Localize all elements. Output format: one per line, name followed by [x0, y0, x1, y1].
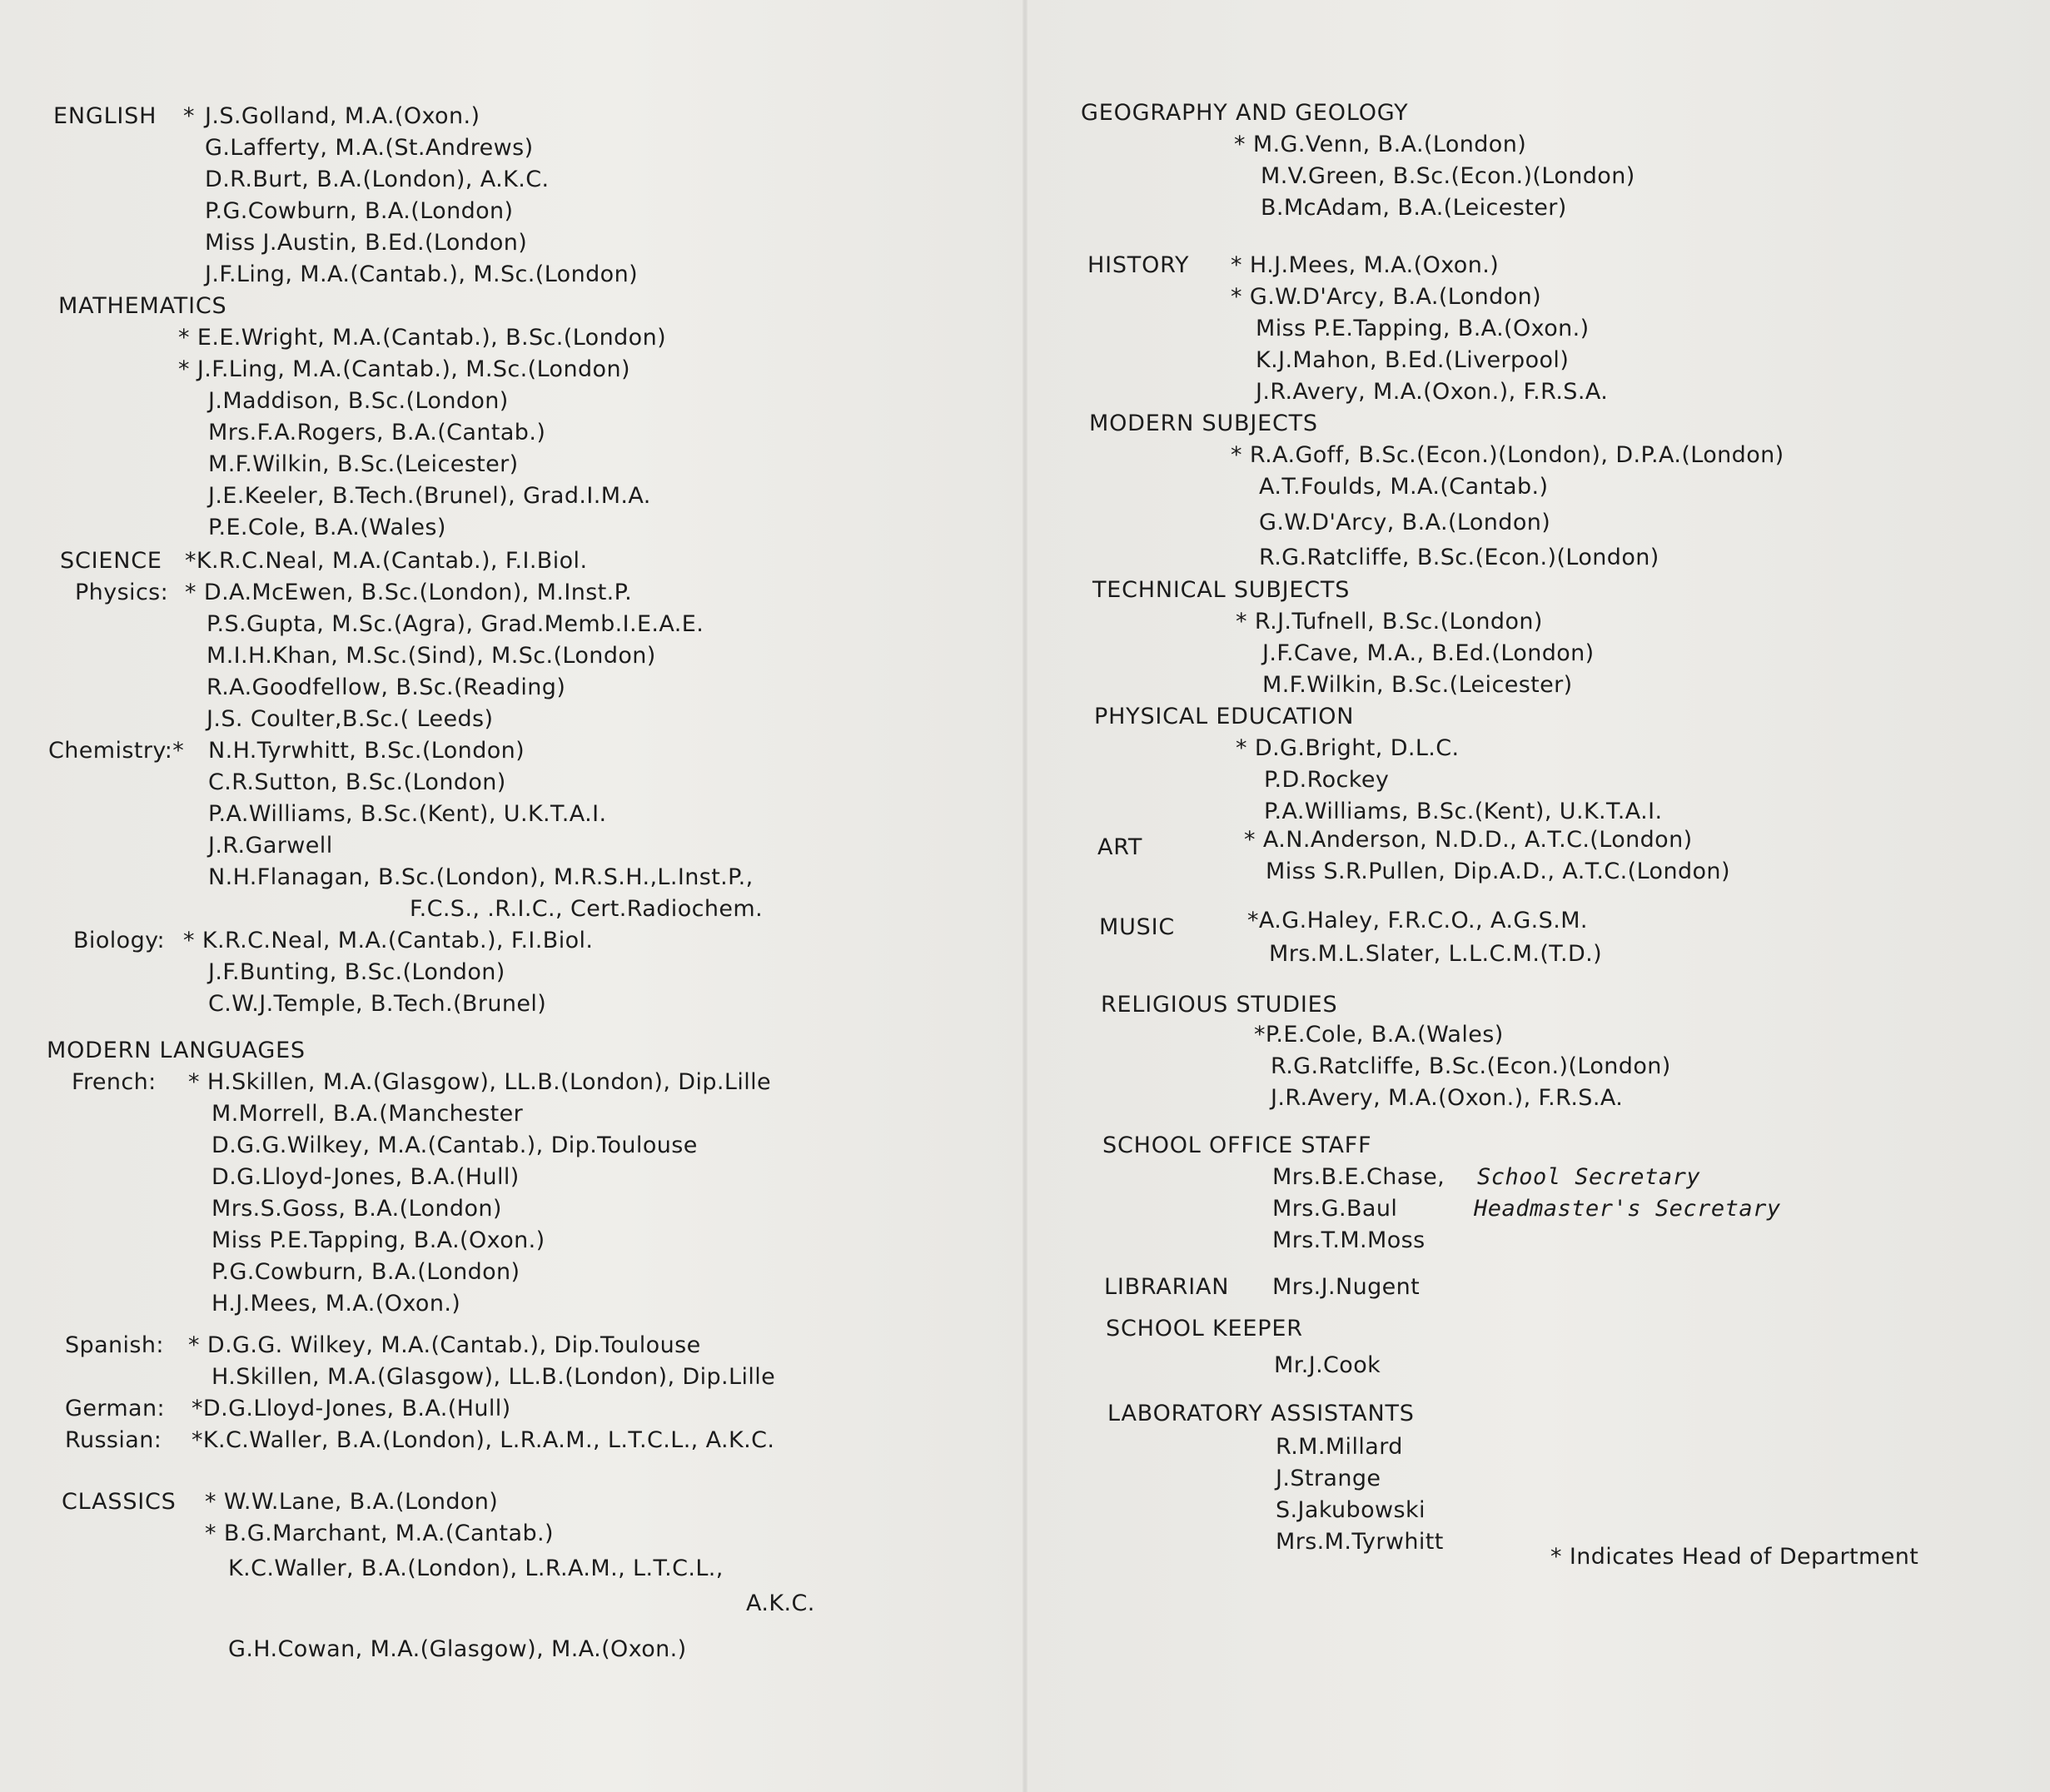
staff-entry: H.J.Mees, M.A.(Oxon.) — [211, 1291, 461, 1317]
staff-entry: Miss P.E.Tapping, B.A.(Oxon.) — [211, 1227, 545, 1253]
staff-entry: D.R.Burt, B.A.(London), A.K.C. — [205, 167, 550, 192]
dept-heading-mathematics: MATHEMATICS — [58, 293, 227, 319]
staff-entry: *A.G.Haley, F.R.C.O., A.G.S.M. — [1247, 908, 1588, 933]
staff-entry: * H.Skillen, M.A.(Glasgow), LL.B.(London), Dip.Lille — [188, 1069, 772, 1095]
dept-heading-keeper: SCHOOL KEEPER — [1106, 1316, 1303, 1342]
staff-entry: * K.R.C.Neal, M.A.(Cantab.), F.I.Biol. — [183, 928, 594, 953]
dept-heading-modern-languages: MODERN LANGUAGES — [47, 1038, 306, 1063]
staff-entry-continued: F.C.S., .R.I.C., Cert.Radiochem. — [410, 896, 764, 922]
staff-entry: P.A.Williams, B.Sc.(Kent), U.K.T.A.I. — [208, 801, 607, 827]
staff-entry: J.F.Cave, M.A., B.Ed.(London) — [1262, 640, 1595, 666]
page-fold — [1023, 0, 1027, 1792]
staff-entry: * D.G.G. Wilkey, M.A.(Cantab.), Dip.Toulouse — [188, 1332, 701, 1358]
staff-entry: G.W.D'Arcy, B.A.(London) — [1259, 510, 1551, 535]
dept-heading-science: SCIENCE — [60, 548, 162, 574]
staff-entry: P.E.Cole, B.A.(Wales) — [208, 515, 446, 540]
staff-entry: Miss S.R.Pullen, Dip.A.D., A.T.C.(London) — [1266, 859, 1730, 884]
staff-entry: Mrs.J.Nugent — [1272, 1274, 1421, 1300]
staff-entry: R.A.Goodfellow, B.Sc.(Reading) — [206, 674, 566, 700]
dept-heading-art: ART — [1097, 834, 1143, 860]
staff-entry: Mrs.M.Tyrwhitt — [1276, 1529, 1444, 1555]
staff-entry: J.F.Ling, M.A.(Cantab.), M.Sc.(London) — [205, 261, 639, 287]
staff-entry: * E.E.Wright, M.A.(Cantab.), B.Sc.(London) — [178, 325, 667, 351]
subject-label-chemistry: Chemistry:* — [48, 738, 185, 764]
dept-heading-office: SCHOOL OFFICE STAFF — [1102, 1132, 1372, 1158]
staff-entry: K.C.Waller, B.A.(London), L.R.A.M., L.T.C.L., — [228, 1556, 724, 1581]
dept-heading-history: HISTORY — [1087, 252, 1190, 278]
staff-entry: H.Skillen, M.A.(Glasgow), LL.B.(London), Dip.Lille — [211, 1364, 776, 1390]
footnote: * Indicates Head of Department — [1550, 1544, 1919, 1570]
staff-entry: M.F.Wilkin, B.Sc.(Leicester) — [1262, 672, 1573, 698]
staff-entry: P.G.Cowburn, B.A.(London) — [211, 1259, 520, 1285]
staff-entry: J.R.Garwell — [208, 833, 333, 859]
staff-entry: J.S.Golland, M.A.(Oxon.) — [205, 103, 480, 129]
staff-entry: Mr.J.Cook — [1274, 1352, 1381, 1378]
dept-heading-geography: GEOGRAPHY AND GEOLOGY — [1081, 100, 1409, 126]
staff-entry: *K.C.Waller, B.A.(London), L.R.A.M., L.T.C.L., A.K.C. — [192, 1427, 775, 1453]
dept-heading-pe: PHYSICAL EDUCATION — [1094, 704, 1355, 729]
subject-label-spanish: Spanish: — [65, 1332, 164, 1358]
staff-entry: * D.G.Bright, D.L.C. — [1236, 735, 1460, 761]
staff-entry: J.Maddison, B.Sc.(London) — [208, 388, 509, 414]
staff-entry: * M.G.Venn, B.A.(London) — [1234, 132, 1527, 157]
staff-entry: M.F.Wilkin, B.Sc.(Leicester) — [208, 451, 519, 477]
staff-entry: M.I.H.Khan, M.Sc.(Sind), M.Sc.(London) — [206, 643, 656, 669]
staff-entry: * H.J.Mees, M.A.(Oxon.) — [1231, 252, 1500, 278]
staff-role: Headmaster's Secretary — [1474, 1196, 1781, 1222]
staff-entry: B.McAdam, B.A.(Leicester) — [1261, 195, 1567, 221]
staff-entry: R.G.Ratcliffe, B.Sc.(Econ.)(London) — [1271, 1053, 1671, 1079]
staff-entry: N.H.Flanagan, B.Sc.(London), M.R.S.H.,L.Inst.P., — [208, 864, 754, 890]
subject-label-biology: Biology: — [73, 928, 166, 953]
staff-entry: Miss J.Austin, B.Ed.(London) — [205, 230, 528, 256]
staff-entry: J.E.Keeler, B.Tech.(Brunel), Grad.I.M.A. — [208, 483, 651, 509]
dept-heading-modern-subjects: MODERN SUBJECTS — [1089, 411, 1318, 436]
dept-heading-religious: RELIGIOUS STUDIES — [1101, 992, 1338, 1018]
subject-label-russian: Russian: — [65, 1427, 162, 1453]
staff-entry: D.G.Lloyd-Jones, B.A.(Hull) — [211, 1164, 520, 1190]
staff-entry: J.R.Avery, M.A.(Oxon.), F.R.S.A. — [1271, 1085, 1624, 1111]
subject-label-french: French: — [72, 1069, 157, 1095]
subject-label-physics: Physics: — [75, 580, 169, 605]
dept-heading-english: ENGLISH — [53, 103, 157, 129]
staff-entry: Mrs.T.M.Moss — [1272, 1227, 1426, 1253]
dept-heading-music: MUSIC — [1099, 914, 1176, 940]
head-marker: * — [183, 103, 195, 129]
staff-entry: * R.A.Goff, B.Sc.(Econ.)(London), D.P.A.(London) — [1231, 442, 1784, 468]
staff-entry: J.S. Coulter,B.Sc.( Leeds) — [206, 706, 494, 732]
staff-entry: * W.W.Lane, B.A.(London) — [205, 1489, 499, 1515]
staff-entry: R.G.Ratcliffe, B.Sc.(Econ.)(London) — [1259, 545, 1659, 570]
staff-entry: *D.G.Lloyd-Jones, B.A.(Hull) — [192, 1396, 511, 1421]
staff-entry: N.H.Tyrwhitt, B.Sc.(London) — [208, 738, 525, 764]
staff-entry: C.R.Sutton, B.Sc.(London) — [208, 769, 506, 795]
dept-heading-librarian: LIBRARIAN — [1104, 1274, 1230, 1300]
staff-entry: Mrs.G.Baul — [1272, 1196, 1398, 1222]
staff-entry: Miss P.E.Tapping, B.A.(Oxon.) — [1256, 316, 1590, 341]
staff-entry: J.R.Avery, M.A.(Oxon.), F.R.S.A. — [1256, 379, 1609, 405]
dept-heading-lab: LABORATORY ASSISTANTS — [1107, 1401, 1415, 1426]
staff-entry: * B.G.Marchant, M.A.(Cantab.) — [205, 1521, 554, 1546]
staff-entry: A.T.Foulds, M.A.(Cantab.) — [1259, 474, 1549, 500]
staff-entry: G.Lafferty, M.A.(St.Andrews) — [205, 135, 534, 161]
staff-entry: R.M.Millard — [1276, 1434, 1403, 1460]
staff-entry: * G.W.D'Arcy, B.A.(London) — [1231, 284, 1542, 310]
dept-heading-technical: TECHNICAL SUBJECTS — [1092, 577, 1351, 603]
staff-entry: * D.A.McEwen, B.Sc.(London), M.Inst.P. — [185, 580, 633, 605]
staff-entry: * A.N.Anderson, N.D.D., A.T.C.(London) — [1244, 827, 1693, 853]
staff-entry-continued: A.K.C. — [746, 1590, 815, 1616]
staff-entry: * J.F.Ling, M.A.(Cantab.), M.Sc.(London) — [178, 356, 630, 382]
staff-entry: K.J.Mahon, B.Ed.(Liverpool) — [1256, 347, 1570, 373]
staff-entry: J.F.Bunting, B.Sc.(London) — [208, 959, 505, 985]
staff-entry: P.S.Gupta, M.Sc.(Agra), Grad.Memb.I.E.A.E. — [206, 611, 704, 637]
staff-role: School Secretary — [1477, 1164, 1701, 1190]
staff-entry: Mrs.S.Goss, B.A.(London) — [211, 1196, 502, 1222]
staff-entry: D.G.G.Wilkey, M.A.(Cantab.), Dip.Toulouse — [211, 1132, 698, 1158]
staff-entry: *P.E.Cole, B.A.(Wales) — [1254, 1022, 1504, 1048]
staff-entry: M.Morrell, B.A.(Manchester — [211, 1101, 524, 1127]
staff-entry: *K.R.C.Neal, M.A.(Cantab.), F.I.Biol. — [185, 548, 588, 574]
subject-label-german: German: — [65, 1396, 166, 1421]
staff-entry: M.V.Green, B.Sc.(Econ.)(London) — [1261, 163, 1635, 189]
staff-entry: P.G.Cowburn, B.A.(London) — [205, 198, 514, 224]
staff-entry: * R.J.Tufnell, B.Sc.(London) — [1236, 609, 1543, 635]
dept-heading-classics: CLASSICS — [62, 1489, 177, 1515]
staff-entry: C.W.J.Temple, B.Tech.(Brunel) — [208, 991, 547, 1017]
staff-entry: P.A.Williams, B.Sc.(Kent), U.K.T.A.I. — [1264, 799, 1663, 824]
staff-entry: J.Strange — [1276, 1466, 1381, 1491]
staff-entry: Mrs.M.L.Slater, L.L.C.M.(T.D.) — [1269, 941, 1603, 967]
staff-entry: Mrs.F.A.Rogers, B.A.(Cantab.) — [208, 420, 546, 446]
staff-entry: P.D.Rockey — [1264, 767, 1390, 793]
staff-entry: Mrs.B.E.Chase, — [1272, 1164, 1445, 1190]
staff-entry: G.H.Cowan, M.A.(Glasgow), M.A.(Oxon.) — [228, 1636, 687, 1662]
staff-entry: S.Jakubowski — [1276, 1497, 1426, 1523]
